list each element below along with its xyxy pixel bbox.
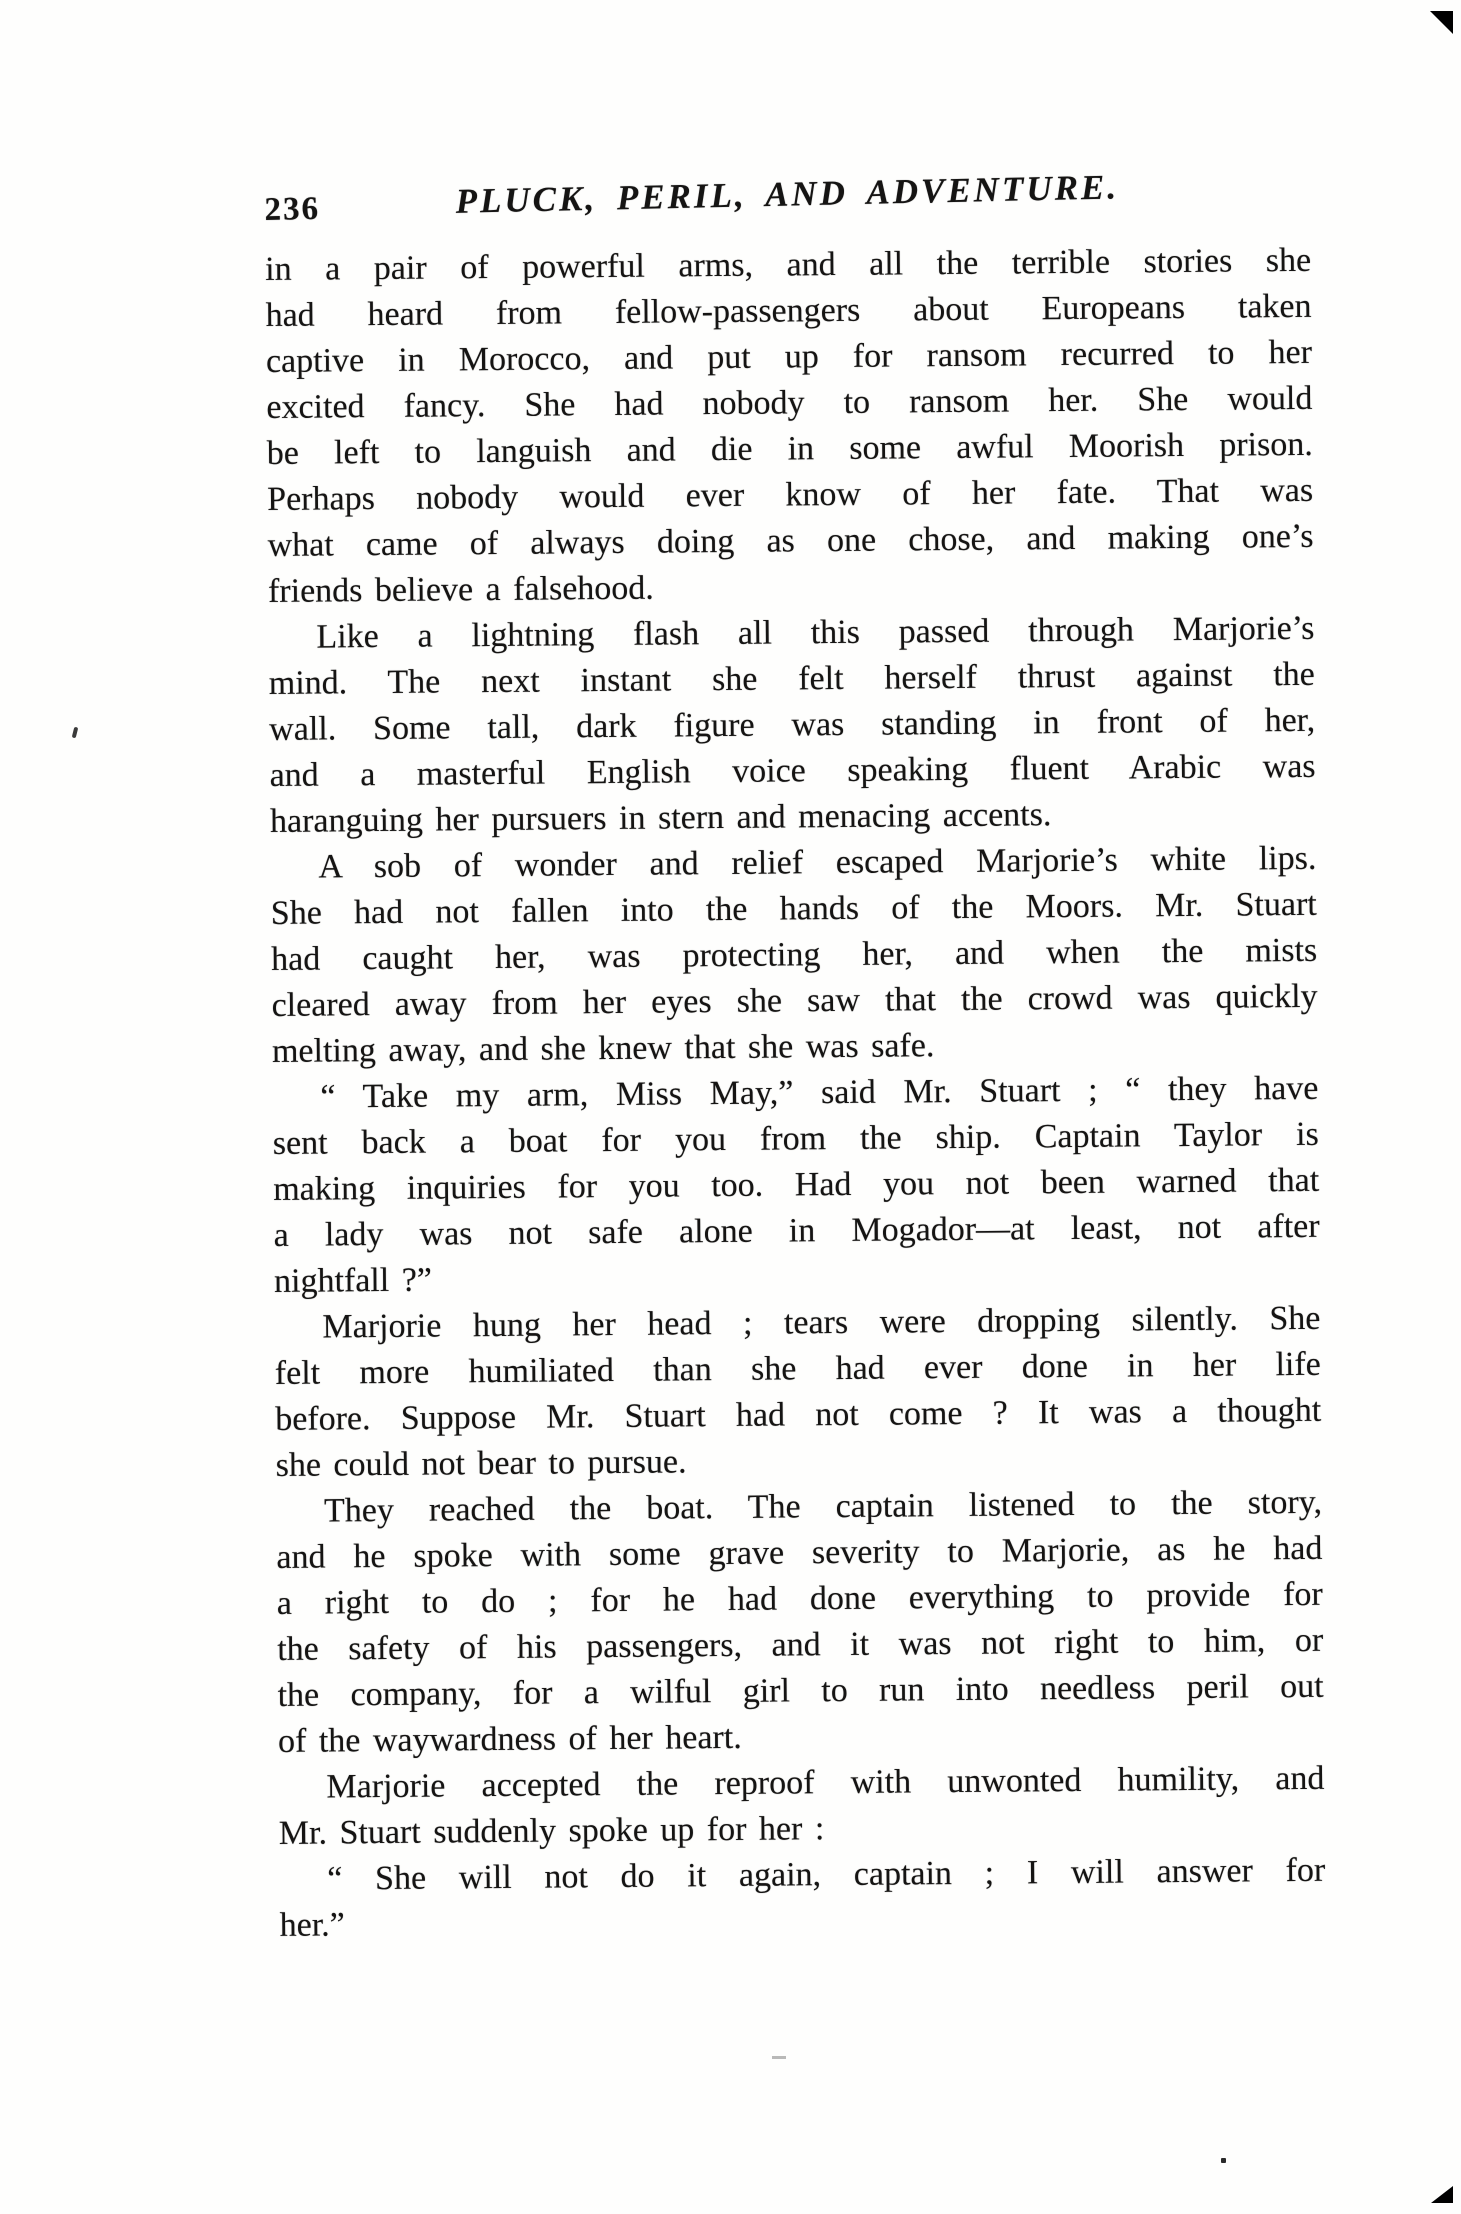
text-line: captive in Morocco, and put up for ransom recurred to her xyxy=(265,333,1313,380)
text-line: sent back a boat for you from the ship. Captain Taylor is xyxy=(272,1115,1319,1162)
text-line: a lady was not safe alone in Mogador—at least, not after xyxy=(273,1207,1320,1254)
body-text xyxy=(265,238,1326,1949)
text-line: before. Suppose Mr. Stuart had not come ? It was a thought xyxy=(275,1391,1322,1438)
text-line: the company, for a wilful girl to run into needless peril out xyxy=(277,1667,1324,1714)
scan-speck-lower-center xyxy=(772,2056,786,2059)
text-line: making inquiries for you too. Had you not been warned that xyxy=(273,1161,1320,1208)
text-line: of the waywardness of her heart. xyxy=(277,1718,742,1760)
text-line: wall. Some tall, dark figure was standing in front of her, xyxy=(269,701,1316,748)
text-line: “ Take my arm, Miss May,” said Mr. Stuart ; “ they have xyxy=(320,1069,1319,1116)
text-line: the safety of his passengers, and it was not right to him, or xyxy=(277,1621,1324,1668)
text-line: what came of always doing as one chose, and making one’s xyxy=(267,517,1314,564)
scan-speck-left-margin xyxy=(72,727,79,739)
page-number: 236 xyxy=(264,190,321,229)
text-line: Perhaps nobody would ever know of her fate. That was xyxy=(267,471,1314,518)
text-line: friends believe a falsehood. xyxy=(267,569,655,610)
text-line: They reached the boat. The captain listened to the story, xyxy=(323,1483,1323,1530)
text-line: be left to languish and die in some awful Moorish prison. xyxy=(266,425,1313,472)
text-line: melting away, and she knew that she was safe. xyxy=(271,1027,935,1070)
text-line: in a pair of powerful arms, and all the terrible stories she xyxy=(265,241,1312,288)
text-line: cleared away from her eyes she saw that the crowd was quickly xyxy=(271,977,1318,1024)
text-line: haranguing her pursuers in stern and menacing accents. xyxy=(269,796,1052,840)
text-line: She had not fallen into the hands of the Moors. Mr. Stuart xyxy=(270,885,1317,932)
text-line: and he spoke with some grave severity to Marjorie, as he had xyxy=(276,1529,1323,1576)
running-header xyxy=(264,163,1311,230)
text-line: nightfall ?” xyxy=(273,1261,433,1300)
scan-speck-bottom xyxy=(1221,2158,1226,2163)
text-line: had caught her, was protecting her, and when the mists xyxy=(271,931,1318,978)
corner-fold-mark-top-right xyxy=(1430,11,1453,34)
running-title: PLUCK, PERIL, AND ADVENTURE. xyxy=(455,167,1120,221)
text-line: mind. The next instant she felt herself thrust against the xyxy=(268,655,1315,702)
text-line: felt more humiliated than she had ever done in her life xyxy=(274,1345,1321,1392)
text-line: Mr. Stuart suddenly spoke up for her : xyxy=(278,1810,825,1852)
text-line: her.” xyxy=(279,1906,345,1944)
text-line: and a masterful English voice speaking fluent Arabic was xyxy=(269,747,1316,794)
text-line: Marjorie hung her head ; tears were dropping silently. She xyxy=(322,1299,1321,1346)
text-line: A sob of wonder and relief escaped Marjorie’s white lips. xyxy=(318,839,1317,886)
corner-fold-mark-bottom-right xyxy=(1431,2186,1453,2203)
text-line: Like a lightning flash all this passed through Marjorie’s xyxy=(316,609,1315,656)
text-line: Marjorie accepted the reproof with unwonted humility, and xyxy=(326,1759,1325,1806)
text-line: “ She will not do it again, captain ; I will answer for xyxy=(327,1851,1326,1898)
text-line: excited fancy. She had nobody to ransom her. She would xyxy=(266,379,1313,426)
text-line: a right to do ; for he had done everything to provide for xyxy=(276,1575,1323,1622)
text-line: she could not bear to pursue. xyxy=(275,1443,687,1484)
text-line: had heard from fellow-passengers about Europeans taken xyxy=(265,287,1312,334)
